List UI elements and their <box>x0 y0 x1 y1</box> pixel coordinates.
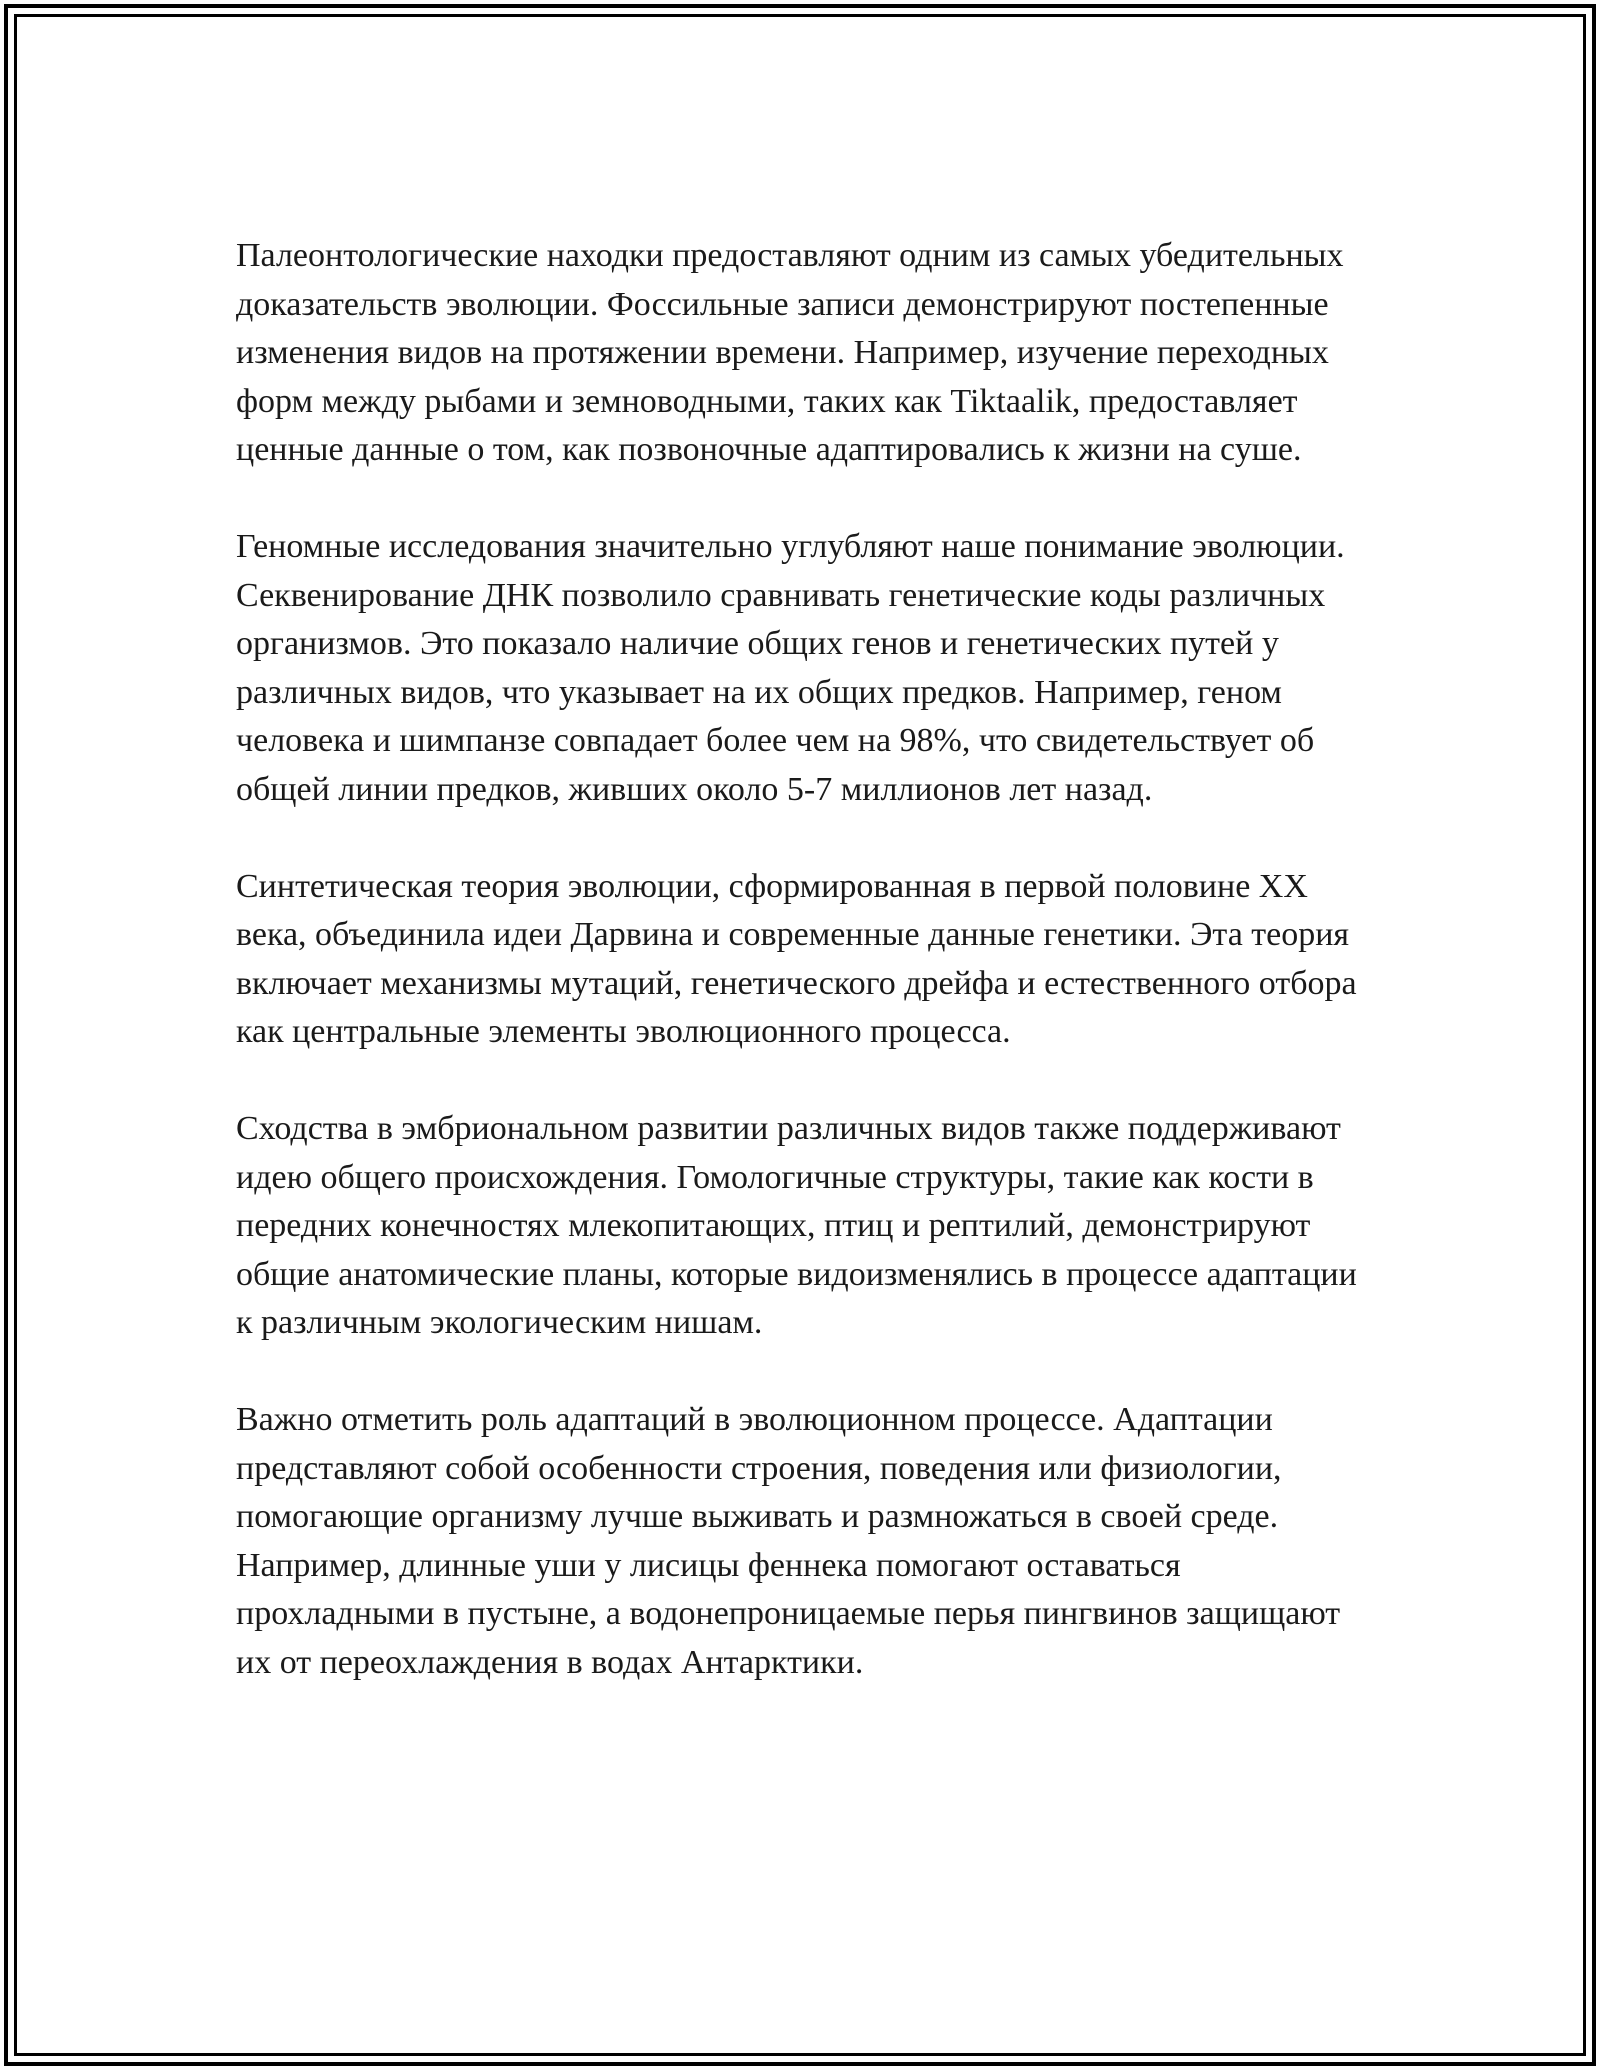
paragraph-synthetic-theory: Синтетическая теория эволюции, сформированная в первой половине XX века, объединила идеи Дарвина и современные данные генетики. Эта теория включает механизмы мутаций, генетического дрейфа и естественного отбора как центральные элементы эволюционного процесса. <box>236 867 1357 1050</box>
paragraph-adaptations: Важно отметить роль адаптаций в эволюционном процессе. Адаптации представляют собой особенности строения, поведения или физиологии, помогающие организму лучше выживать и размножаться в своей среде. Например, длинные уши у лисицы феннека помогают оставаться прохладными в пустыне, а водонепроницаемые перья пингвинов защищают их от переохлаждения в водах Антарктики. <box>236 1401 1341 1681</box>
document-body <box>236 232 1376 1687</box>
paragraph-embryology: Сходства в эмбриональном развитии различных видов также поддерживают идею общего происхождения. Гомологичные структуры, такие как кости в передних конечностях млекопитающих, птиц и рептилий, демонстрируют общие анатомические планы, которые видоизменялись в процессе адаптации к различным экологическим нишам. <box>236 1110 1357 1341</box>
paragraph-genomics: Геномные исследования значительно углубляют наше понимание эволюции. Секвенирование ДНК позволило сравнивать генетические коды различных организмов. Это показало наличие общих генов и генетических путей у различных видов, что указывает на их общих предков. Например, геном человека и шимпанзе совпадает более чем на 98%, что свидетельствует об общей линии предков, живших около 5-7 миллионов лет назад. <box>236 528 1345 808</box>
paragraph-paleontology: Палеонтологические находки предоставляют одним из самых убедительных доказательств эволюции. Фоссильные записи демонстрируют постепенные изменения видов на протяжении времени. Например, изучение переходных форм между рыбами и земноводными, таких как Tiktaalik, предоставляет ценные данные о том, как позвоночные адаптировались к жизни на суше. <box>236 237 1344 468</box>
